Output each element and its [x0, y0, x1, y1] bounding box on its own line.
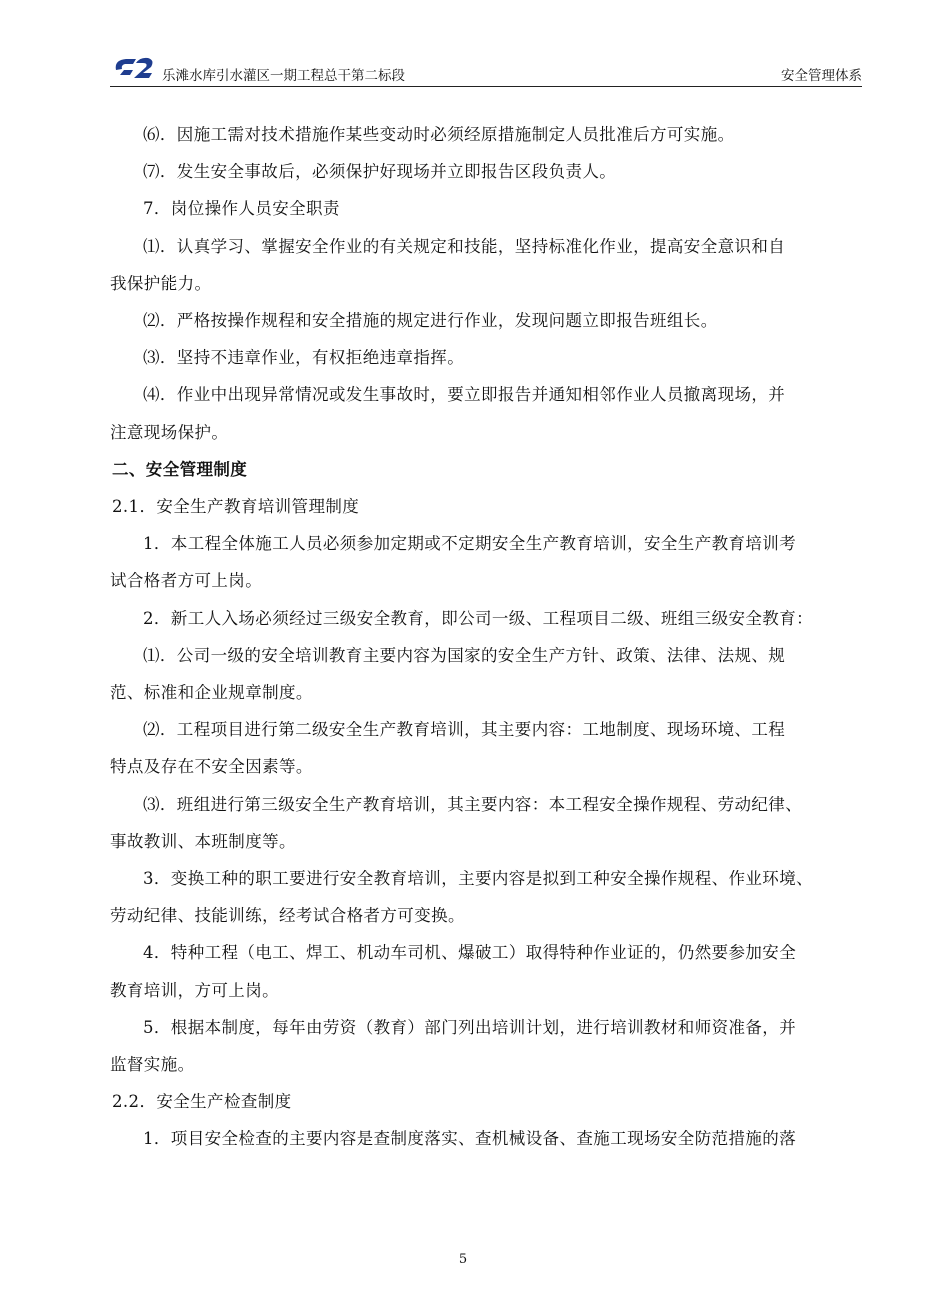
paragraph-line: ⑴．认真学习、掌握安全作业的有关规定和技能，坚持标准化作业，提高安全意识和自: [143, 236, 786, 256]
paragraph-line: 1．本工程全体施工人员必须参加定期或不定期安全生产教育培训，安全生产教育培训考: [143, 534, 797, 554]
paragraph-line: 试合格者方可上岗。: [110, 571, 263, 591]
paragraph-line: 劳动纪律、技能训练，经考试合格者方可变换。: [110, 906, 465, 926]
paragraph-line: 5．根据本制度，每年由劳资（教育）部门列出培训计划，进行培训教材和师资准备，并: [143, 1017, 797, 1037]
paragraph-line: 特点及存在不安全因素等。: [110, 757, 313, 777]
subsection-title: 2.2．安全生产检查制度: [112, 1092, 292, 1112]
paragraph-line: 事故教训、本班制度等。: [110, 831, 296, 851]
paragraph-line: 范、标准和企业规章制度。: [110, 683, 313, 703]
header-rule: [110, 86, 862, 87]
subsection-title: 7．岗位操作人员安全职责: [143, 199, 340, 219]
section-heading: 二、安全管理制度: [112, 459, 248, 479]
paragraph-line: ⑹．因施工需对技术措施作某些变动时必须经原措施制定人员批准后方可实施。: [143, 125, 735, 144]
paragraph-line: ⑴．公司一级的安全培训教育主要内容为国家的安全生产方针、政策、法律、法规、规: [143, 645, 786, 665]
paragraph-line: 我保护能力。: [110, 273, 212, 293]
paragraph-line: 监督实施。: [110, 1055, 195, 1075]
paragraph-line: ⑶．坚持不违章作业，有权拒绝违章指挥。: [143, 348, 465, 368]
paragraph-line: 注意现场保护。: [110, 422, 229, 442]
page-number: 5: [458, 1252, 468, 1267]
paragraph-line: ⑷．作业中出现异常情况或发生事故时，要立即报告并通知相邻作业人员撤离现场，并: [143, 385, 786, 405]
paragraph-line: ⑺．发生安全事故后，必须保护好现场并立即报告区段负责人。: [143, 162, 617, 182]
paragraph-line: ⑵．严格按操作规程和安全措施的规定进行作业，发现问题立即报告班组长。: [143, 311, 718, 331]
header-project-title: 乐滩水库引水灌区一期工程总干第二标段: [162, 68, 405, 84]
paragraph-line: ⑵．工程项目进行第二级安全生产教育培训，其主要内容：工地制度、现场环境、工程: [143, 720, 786, 740]
header-section-title: 安全管理体系: [781, 68, 862, 84]
document-body: [110, 116, 862, 1158]
paragraph-line: 教育培训，方可上岗。: [110, 980, 279, 1000]
paragraph-line: 2．新工人入场必须经过三级安全教育，即公司一级、工程项目二级、班组三级安全教育：: [143, 608, 813, 628]
paragraph-line: 1．项目安全检查的主要内容是查制度落实、查机械设备、查施工现场安全防范措施的落: [143, 1129, 797, 1149]
page-header: [110, 48, 862, 88]
paragraph-line: ⑶．班组进行第三级安全生产教育培训，其主要内容：本工程安全操作规程、劳动纪律、: [143, 794, 803, 814]
company-logo-icon: [110, 54, 156, 80]
paragraph-line: 3．变换工种的职工要进行安全教育培训，主要内容是拟到工种安全操作规程、作业环境、: [143, 869, 813, 889]
subsection-title: 2.1．安全生产教育培训管理制度: [112, 497, 360, 517]
paragraph-line: 4．特种工程（电工、焊工、机动车司机、爆破工）取得特种作业证的，仍然要参加安全: [143, 943, 797, 963]
